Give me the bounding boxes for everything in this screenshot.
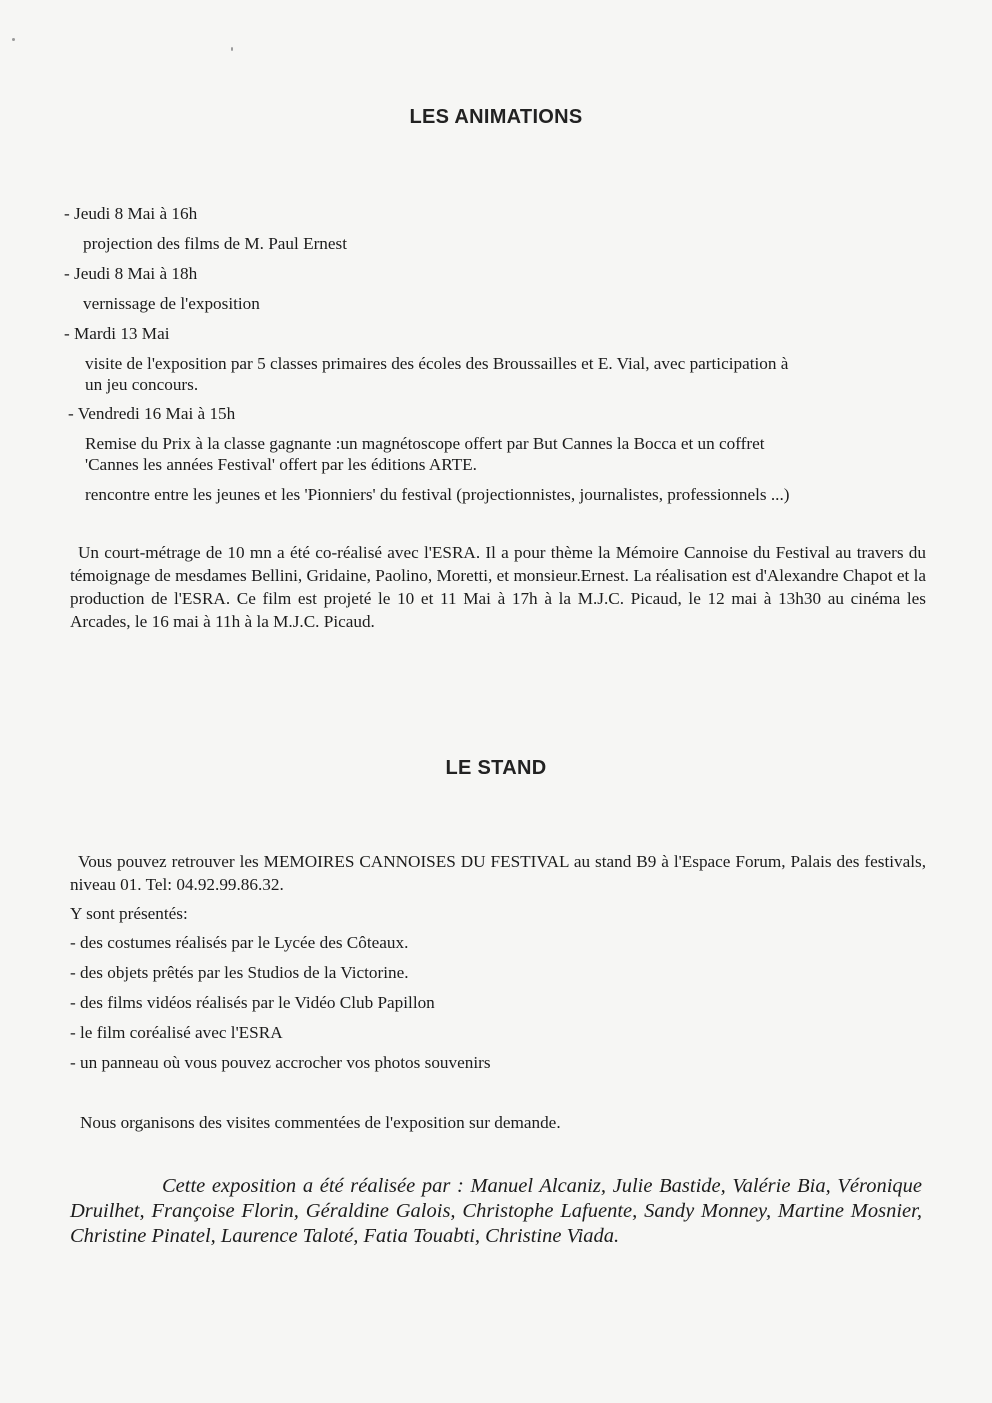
stand-intro: Vous pouvez retrouver les MEMOIRES CANNOISES DU FESTIVAL au stand B9 à l'Espace Forum, Palais des festivals, niveau 01. Tel: 04.92.99.86.32. [70, 852, 926, 894]
event-description: visite de l'exposition par 5 classes primaires des écoles des Broussailles et E. Vial, avec participation à [85, 354, 789, 373]
event-date: - Jeudi 8 Mai à 18h [64, 264, 198, 283]
paper-speck [12, 38, 15, 41]
film-paragraph: Un court-métrage de 10 mn a été co-réalisé avec l'ESRA. Il a pour thème la Mémoire Cannoise du Festival au travers du témoignage de mesdames Bellini, Gridaine, Paolino, Moretti, et monsieur.Ernest. La réalisation est d'Alexandre Chapot et la production de l'ESRA. Ce film est projeté le 10 et 11 Mai à 17h à la M.J.C. Picaud, le 12 mai à 13h30 au cinéma les Arcades, le 16 mai à 11h à la M.J.C. Picaud. [70, 543, 926, 631]
paper-speck [231, 47, 233, 51]
list-item: - des films vidéos réalisés par le Vidéo Club Papillon [70, 993, 435, 1012]
event-description: projection des films de M. Paul Ernest [83, 234, 347, 253]
section-title-animations: LES ANIMATIONS [409, 106, 583, 128]
section-title-stand: LE STAND [445, 757, 547, 779]
event-description: rencontre entre les jeunes et les 'Pionniers' du festival (projectionnistes, journalistes, professionnels ...) [85, 485, 790, 504]
event-description: Remise du Prix à la classe gagnante :un magnétoscope offert par But Cannes la Bocca et un coffret [85, 434, 765, 453]
event-description: un jeu concours. [85, 375, 199, 394]
credits-paragraph: Cette exposition a été réalisée par : Manuel Alcaniz, Julie Bastide, Valérie Bia, Véronique Druilhet, Françoise Florin, Géraldine Galois, Christophe Lafuente, Sandy Monney, Martine Mosnier, Christine Pinatel, Laurence Taloté, Fatia Touabti, Christine Viada. [70, 1175, 922, 1247]
list-item: - le film coréalisé avec l'ESRA [70, 1023, 283, 1042]
visits-note: Nous organisons des visites commentées de l'exposition sur demande. [80, 1113, 561, 1132]
event-date: - Jeudi 8 Mai à 16h [64, 204, 198, 223]
event-date: - Mardi 13 Mai [64, 324, 170, 343]
event-description: vernissage de l'exposition [83, 294, 260, 313]
event-description: 'Cannes les années Festival' offert par les éditions ARTE. [85, 455, 477, 474]
event-date: - Vendredi 16 Mai à 15h [68, 404, 236, 423]
list-item: - des objets prêtés par les Studios de la Victorine. [70, 963, 409, 982]
presented-label: Y sont présentés: [70, 904, 188, 923]
list-item: - des costumes réalisés par le Lycée des Côteaux. [70, 933, 409, 952]
list-item: - un panneau où vous pouvez accrocher vos photos souvenirs [70, 1053, 491, 1072]
